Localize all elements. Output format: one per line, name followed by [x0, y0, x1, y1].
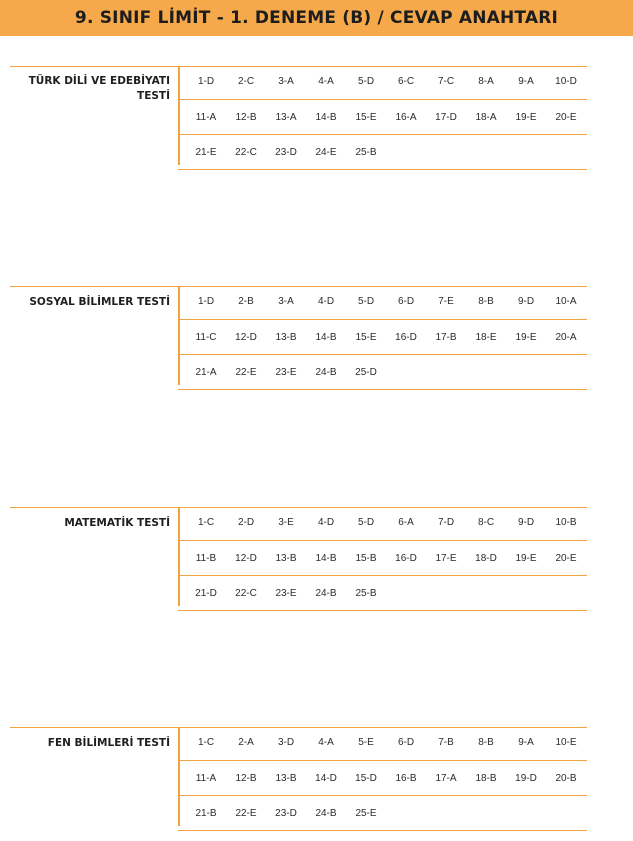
answer-cell: 19-E	[515, 332, 537, 343]
answer-cell: 15-E	[355, 332, 377, 343]
section-label-line: TÜRK DİLİ VE EDEBİYATI	[28, 75, 170, 87]
answer-cell: 13-A	[275, 112, 297, 123]
answer-cell: 16-D	[395, 332, 417, 343]
answer-cell: 1-D	[197, 76, 215, 87]
answer-cell: 25-E	[355, 808, 377, 819]
answer-cell: 24-B	[315, 588, 337, 599]
answer-cell: 20-A	[555, 332, 577, 343]
answer-row	[178, 585, 587, 603]
answer-cell: 15-E	[355, 112, 377, 123]
row-divider	[178, 134, 587, 135]
answer-cell: 24-B	[315, 367, 337, 378]
answer-cell: 18-B	[475, 773, 497, 784]
answer-cell: 9-D	[517, 296, 535, 307]
section-label	[10, 295, 170, 310]
answer-cell: 24-B	[315, 808, 337, 819]
section-top-divider	[10, 286, 587, 287]
answer-cell: 8-B	[478, 296, 494, 307]
answer-section	[0, 66, 633, 180]
answer-cell: 11-A	[195, 112, 217, 123]
answer-cell: 17-B	[435, 332, 457, 343]
answer-row	[178, 364, 587, 382]
answer-cell: 10-A	[555, 296, 577, 307]
answer-cell: 4-D	[317, 296, 335, 307]
answer-cell: 8-A	[478, 76, 494, 87]
answer-section	[0, 286, 633, 400]
answer-cell: 9-D	[517, 517, 535, 528]
answer-cell: 13-B	[275, 332, 297, 343]
answer-cell: 15-D	[355, 773, 377, 784]
answer-cell: 17-E	[435, 553, 457, 564]
answer-cell: 21-E	[195, 147, 217, 158]
answer-cell: 12-D	[235, 332, 257, 343]
answer-row	[178, 805, 587, 823]
answer-cell: 16-D	[395, 553, 417, 564]
row-divider	[178, 610, 587, 611]
answer-cell: 23-D	[275, 147, 297, 158]
section-label	[10, 736, 170, 751]
answer-cell: 17-D	[435, 112, 457, 123]
answer-cell: 23-D	[275, 808, 297, 819]
answer-cell: 11-A	[195, 773, 217, 784]
answer-cell: 5-E	[358, 737, 374, 748]
answer-cell: 15-B	[355, 553, 377, 564]
answer-cell: 3-A	[278, 296, 294, 307]
answer-cell: 8-B	[478, 737, 494, 748]
answer-cell: 22-C	[235, 147, 257, 158]
section-label-line: FEN BİLİMLERİ TESTİ	[47, 737, 170, 749]
answer-cell: 2-D	[237, 517, 255, 528]
answer-section	[0, 727, 633, 841]
row-divider	[178, 319, 587, 320]
section-top-divider	[10, 727, 587, 728]
answer-cell: 3-E	[278, 517, 294, 528]
answer-cell: 13-B	[275, 773, 297, 784]
answer-cell: 12-B	[235, 112, 257, 123]
answer-cell: 24-E	[315, 147, 337, 158]
answer-cell: 19-D	[515, 773, 537, 784]
answer-cell: 25-B	[355, 147, 377, 158]
row-divider	[178, 169, 587, 170]
answer-cell: 4-A	[318, 737, 334, 748]
answer-cell: 22-E	[235, 808, 257, 819]
answer-cell: 3-A	[278, 76, 294, 87]
section-label-line: MATEMATİK TESTİ	[64, 517, 170, 529]
answer-cell: 16-B	[395, 773, 417, 784]
answer-cell: 20-B	[555, 773, 577, 784]
answer-cell: 2-C	[237, 76, 255, 87]
row-divider	[178, 795, 587, 796]
answer-cell: 1-D	[197, 296, 215, 307]
answer-cell: 21-D	[195, 588, 217, 599]
answer-cell: 18-D	[475, 553, 497, 564]
answer-cell: 19-E	[515, 553, 537, 564]
section-label	[10, 516, 170, 531]
answer-cell: 10-B	[555, 517, 577, 528]
answer-cell: 9-A	[518, 737, 534, 748]
answer-cell: 18-E	[475, 332, 497, 343]
answer-cell: 7-C	[437, 76, 455, 87]
answer-cell: 19-E	[515, 112, 537, 123]
answer-cell: 12-B	[235, 773, 257, 784]
answer-cell: 9-A	[518, 76, 534, 87]
answer-cell: 10-E	[555, 737, 577, 748]
answer-row	[178, 514, 587, 532]
answer-cell: 21-B	[195, 808, 217, 819]
answer-cell: 7-E	[438, 296, 454, 307]
answer-cell: 13-B	[275, 553, 297, 564]
section-label-line: SOSYAL BİLİMLER TESTİ	[29, 296, 170, 308]
answer-cell: 7-D	[437, 517, 455, 528]
answer-cell: 11-C	[195, 332, 217, 343]
answer-row	[178, 73, 587, 91]
row-divider	[178, 99, 587, 100]
answer-cell: 22-E	[235, 367, 257, 378]
answer-cell: 6-A	[398, 517, 414, 528]
answer-row	[178, 293, 587, 311]
answer-cell: 25-D	[355, 367, 377, 378]
row-divider	[178, 575, 587, 576]
answer-cell: 14-B	[315, 332, 337, 343]
answer-cell: 2-A	[238, 737, 254, 748]
answer-cell: 4-A	[318, 76, 334, 87]
answer-cell: 3-D	[277, 737, 295, 748]
answer-row	[178, 329, 587, 347]
answer-cell: 7-B	[438, 737, 454, 748]
answer-row	[178, 550, 587, 568]
row-divider	[178, 354, 587, 355]
answer-cell: 11-B	[195, 553, 217, 564]
answer-cell: 20-E	[555, 112, 577, 123]
answer-cell: 4-D	[317, 517, 335, 528]
answer-cell: 5-D	[357, 76, 375, 87]
answer-cell: 6-D	[397, 296, 415, 307]
answer-cell: 14-B	[315, 553, 337, 564]
answer-cell: 25-B	[355, 588, 377, 599]
answer-cell: 23-E	[275, 367, 297, 378]
section-label	[10, 74, 170, 104]
row-divider	[178, 760, 587, 761]
answer-cell: 22-C	[235, 588, 257, 599]
answer-cell: 23-E	[275, 588, 297, 599]
answer-cell: 17-A	[435, 773, 457, 784]
answer-row	[178, 734, 587, 752]
answer-cell: 2-B	[238, 296, 254, 307]
answer-cell: 16-A	[395, 112, 417, 123]
answer-row	[178, 109, 587, 127]
section-top-divider	[10, 66, 587, 67]
page-title: 9. SINIF LİMİT - 1. DENEME (B) / CEVAP ANAHTARI	[74, 8, 559, 28]
answer-cell: 12-D	[235, 553, 257, 564]
answer-cell: 5-D	[357, 296, 375, 307]
answer-section	[0, 507, 633, 621]
answer-cell: 5-D	[357, 517, 375, 528]
answer-cell: 14-B	[315, 112, 337, 123]
answer-cell: 1-C	[197, 737, 215, 748]
title-bar	[0, 0, 633, 36]
answer-cell: 20-E	[555, 553, 577, 564]
row-divider	[178, 540, 587, 541]
answer-cell: 6-D	[397, 737, 415, 748]
answer-cell: 14-D	[315, 773, 337, 784]
answer-cell: 21-A	[195, 367, 217, 378]
answer-row	[178, 144, 587, 162]
answer-cell: 1-C	[197, 517, 215, 528]
section-label-line: TESTİ	[137, 90, 170, 102]
answer-cell: 10-D	[555, 76, 577, 87]
answer-row	[178, 770, 587, 788]
section-top-divider	[10, 507, 587, 508]
answer-cell: 18-A	[475, 112, 497, 123]
row-divider	[178, 389, 587, 390]
answer-cell: 8-C	[477, 517, 495, 528]
answer-cell: 6-C	[397, 76, 415, 87]
